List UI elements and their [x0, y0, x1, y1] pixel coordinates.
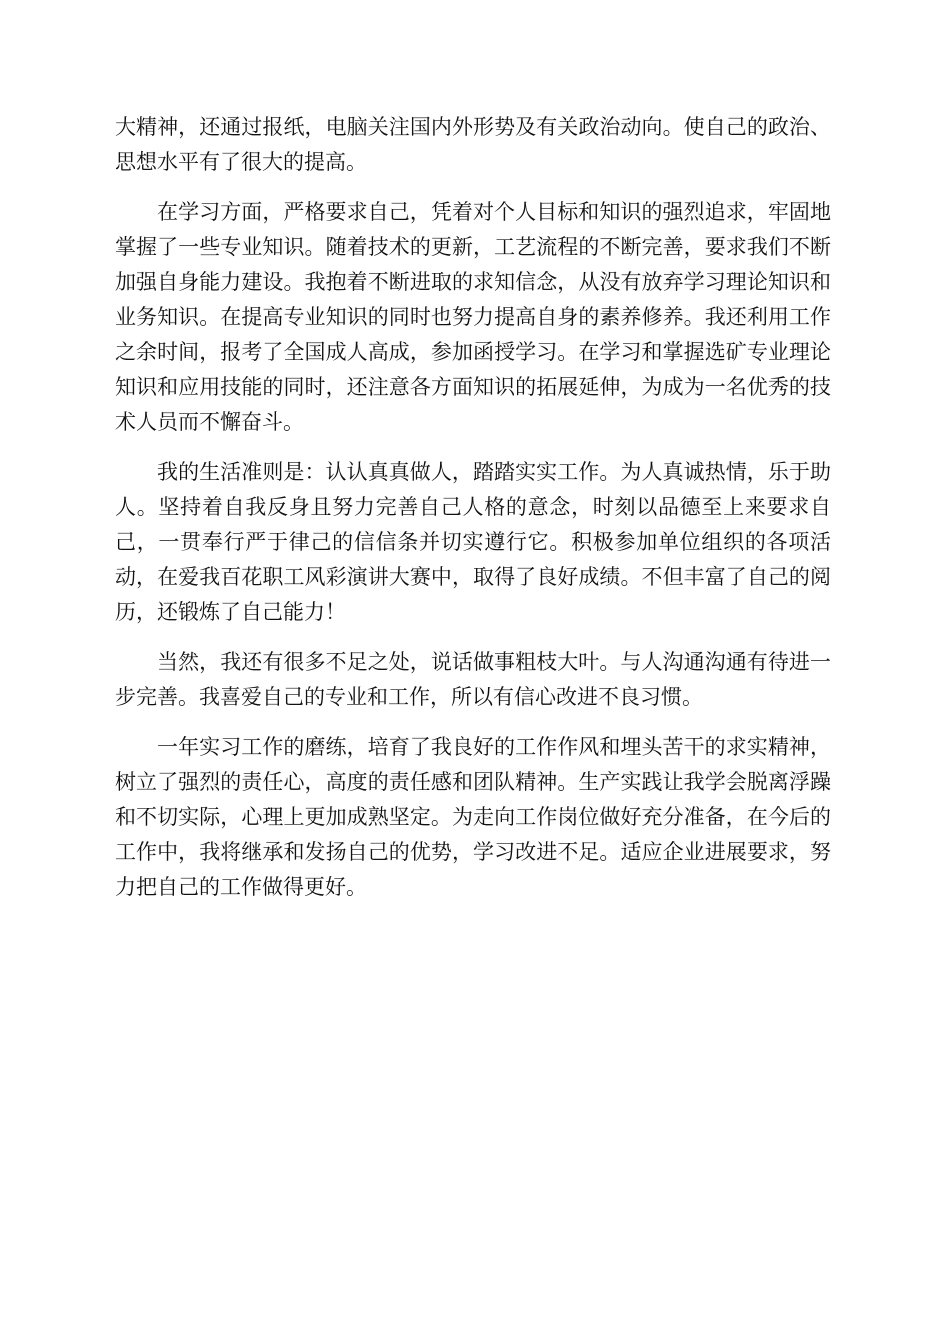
paragraph-5: 一年实习工作的磨练，培育了我良好的工作作风和埋头苦干的求实精神，树立了强烈的责任心，高度的责任感和团队精神。生产实践让我学会脱离浮躁和不切实际，心理上更加成熟坚定。为走向工作岗位做好充分准备，在今后的工作中，我将继承和发扬自己的优势，学习改进不足。适应企业进展要求，努力把自己的工作做得更好。	[115, 735, 831, 899]
paragraph-4: 当然，我还有很多不足之处，说话做事粗枝大叶。与人沟通沟通有待进一步完善。我喜爱自己的专业和工作，所以有信心改进不良习惯。	[115, 650, 831, 709]
paragraph-2: 在学习方面，严格要求自己，凭着对个人目标和知识的强烈追求，牢固地掌握了一些专业知识。随着技术的更新，工艺流程的不断完善，要求我们不断加强自身能力建设。我抱着不断进取的求知信念，从没有放弃学习理论知识和业务知识。在提高专业知识的同时也努力提高自身的素养修养。我还利用工作之余时间，报考了全国成人高成，参加函授学习。在学习和掌握选矿专业理论知识和应用技能的同时，还注意各方面知识的拓展延伸，为成为一名优秀的技术人员而不懈奋斗。	[115, 200, 831, 434]
paragraph-1: 大精神，还通过报纸，电脑关注国内外形势及有关政治动向。使自己的政治、思想水平有了很大的提高。	[115, 115, 831, 174]
document-page	[115, 110, 831, 920]
paragraph-3: 我的生活准则是：认认真真做人，踏踏实实工作。为人真诚热情，乐于助人。坚持着自我反身且努力完善自己人格的意念，时刻以品德至上来要求自己，一贯奉行严于律己的信信条并切实遵行它。积极参加单位组织的各项活动，在爱我百花职工风彩演讲大赛中，取得了良好成绩。不但丰富了自己的阅历，还锻炼了自己能力！	[115, 460, 831, 624]
